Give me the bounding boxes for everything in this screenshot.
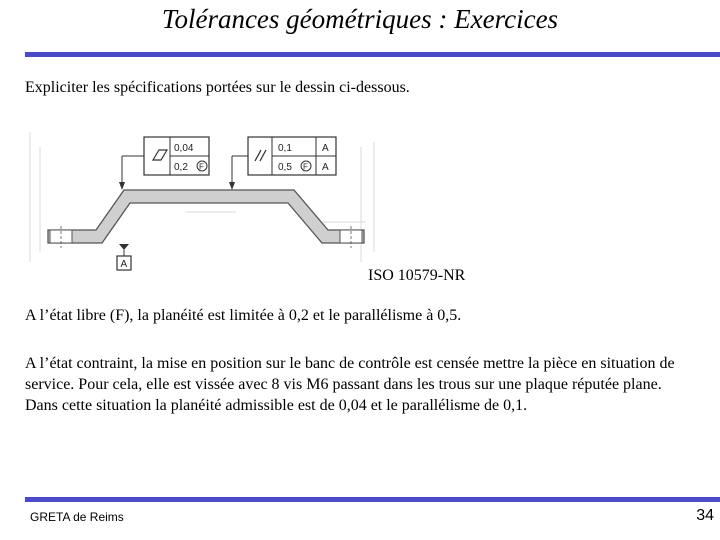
instruction-text: Expliciter les spécifications portées sur le dessin ci-dessous. [25, 79, 410, 96]
flatness-tol-free: 0,2 [174, 162, 188, 173]
flatness-tol-constrained: 0,04 [174, 143, 194, 154]
page-number: 34 [696, 507, 714, 524]
parallelism-datum-2: A [322, 162, 329, 173]
top-divider [25, 52, 720, 57]
norm-reference: ISO 10579-NR [368, 267, 466, 284]
technical-drawing [26, 122, 380, 272]
footer-organization: GRETA de Reims [30, 510, 124, 524]
parallelism-tol-free: 0,5 [278, 162, 292, 173]
parallelism-free-state-symbol: F [303, 162, 308, 172]
parallelism-tol-constrained: 0,1 [278, 143, 292, 154]
slide-title: Tolérances géométriques : Exercices [161, 4, 559, 34]
parallelism-datum-1: A [322, 143, 329, 154]
part-profile [48, 190, 364, 243]
datum-a [117, 244, 131, 270]
paragraph-free-state: A l’état libre (F), la planéité est limitée à 0,2 et le parallélisme à 0,5. [25, 307, 462, 324]
parallelism-frame [229, 137, 336, 190]
flatness-frame [119, 137, 209, 190]
flatness-free-state-symbol: F [199, 162, 204, 172]
bottom-divider [25, 497, 720, 502]
paragraph-constrained-state: A l’état contraint, la mise en position sur le banc de contrôle est censée mettre la pièce en situation de service. Pour cela, elle est vissée avec 8 vis M6 passant dans les trous sur une plaque réputée plane. Dans cette situation la planéité admissible est de 0,04 et le parallélisme de 0,1. [25, 355, 675, 414]
datum-label: A [120, 259, 128, 270]
